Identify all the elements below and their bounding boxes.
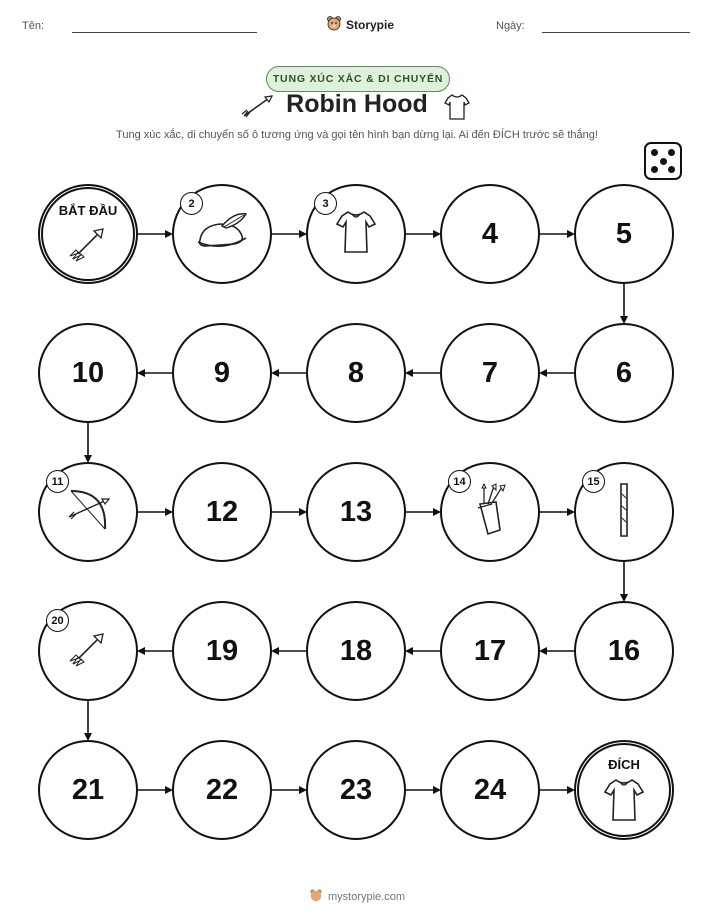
board-space-2[interactable]	[172, 184, 272, 284]
board-space-14[interactable]	[440, 462, 540, 562]
page-title: Robin Hood	[286, 90, 428, 118]
space-number-badge: 2	[180, 192, 203, 215]
space-number: 8	[347, 356, 365, 389]
board-space-20[interactable]	[38, 601, 138, 701]
space-number: 10	[71, 356, 105, 389]
space-number: 21	[71, 773, 105, 806]
space-number: 23	[339, 773, 373, 806]
space-number: 24	[473, 773, 507, 806]
space-number: 13	[339, 495, 373, 528]
space-number-badge: 20	[46, 609, 69, 632]
brand-name: Storypie	[346, 17, 395, 32]
space-number-badge: 11	[46, 470, 69, 493]
board-space-10[interactable]	[38, 323, 138, 423]
name-label: Tên:	[22, 20, 45, 32]
space-number: 19	[205, 634, 239, 667]
space-number-badge: 14	[448, 470, 471, 493]
start-label: BẮT ĐẦU	[58, 203, 118, 218]
instructions: Tung xúc xắc, di chuyển số ô tương ứng và gọi tên hình bạn dừng lại. Ai đến ĐÍCH trước sẽ thắng!	[116, 129, 598, 141]
feathered-hat-icon	[194, 210, 250, 259]
game-type-tag: TUNG XÚC XẮC & DI CHUYỂN	[266, 66, 450, 92]
tunic-icon	[334, 208, 378, 261]
board-space-15[interactable]	[574, 462, 674, 562]
board-space-17[interactable]	[440, 601, 540, 701]
board-space-16[interactable]	[574, 601, 674, 701]
space-number: 12	[205, 495, 239, 528]
space-number: 9	[213, 356, 231, 389]
space-number-badge: 3	[314, 192, 337, 215]
space-number: 6	[615, 356, 633, 389]
tunic-icon	[602, 776, 646, 829]
space-number: 5	[615, 217, 633, 250]
board-space-12[interactable]	[172, 462, 272, 562]
board-space-start[interactable]	[38, 184, 138, 284]
quiver-icon	[468, 482, 512, 543]
board-space-24[interactable]	[440, 740, 540, 840]
space-number: 18	[339, 634, 373, 667]
board-space-6[interactable]	[574, 323, 674, 423]
footer	[0, 888, 714, 905]
board-space-23[interactable]	[306, 740, 406, 840]
staff-icon	[614, 480, 634, 545]
date-label: Ngày:	[496, 20, 525, 32]
arrow-icon	[65, 221, 111, 272]
board-space-11[interactable]	[38, 462, 138, 562]
board-space-22[interactable]	[172, 740, 272, 840]
board-space-7[interactable]	[440, 323, 540, 423]
space-number: 16	[607, 634, 641, 667]
space-number-badge: 15	[582, 470, 605, 493]
board-space-finish[interactable]	[574, 740, 674, 840]
space-number: 7	[481, 356, 499, 389]
board-space-13[interactable]	[306, 462, 406, 562]
finish-label: ĐÍCH	[608, 757, 640, 772]
board-space-19[interactable]	[172, 601, 272, 701]
board-space-5[interactable]	[574, 184, 674, 284]
space-number: 4	[481, 217, 499, 250]
bow-icon	[61, 483, 115, 542]
board-space-8[interactable]	[306, 323, 406, 423]
footer-bear-icon	[309, 888, 323, 905]
space-number: 22	[205, 773, 239, 806]
board-space-3[interactable]	[306, 184, 406, 284]
space-number: 17	[473, 634, 507, 667]
board-space-9[interactable]	[172, 323, 272, 423]
board-space-18[interactable]	[306, 601, 406, 701]
arrow-icon	[65, 626, 111, 677]
board-space-4[interactable]	[440, 184, 540, 284]
footer-url[interactable]: mystorypie.com	[327, 890, 406, 903]
board-space-21[interactable]	[38, 740, 138, 840]
